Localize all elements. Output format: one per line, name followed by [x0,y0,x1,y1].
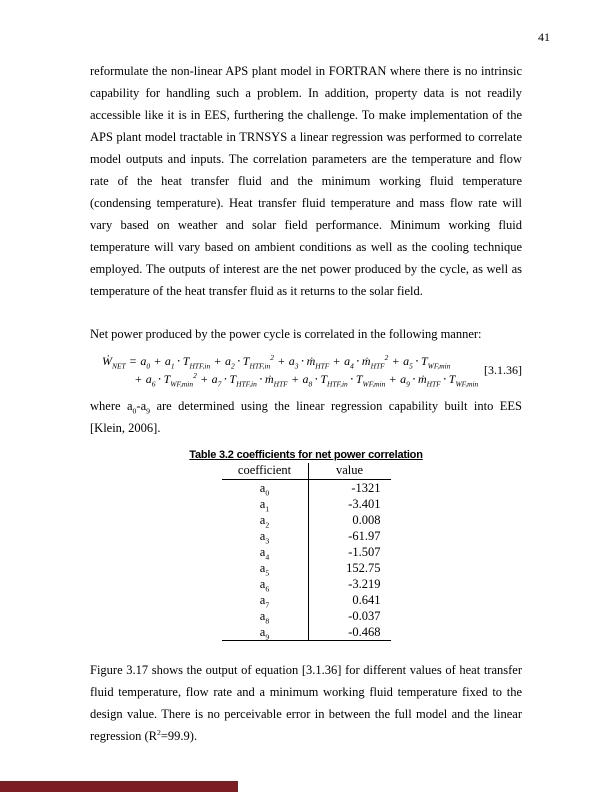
paragraph-intro: reformulate the non-linear APS plant model in FORTRAN where there is no intrinsic capability for handling such a problem. In addition, property data is not readily accessible like it is in EES, furthering the challenge. To make implementation of the APS plant model tractable in TRNSYS a linear regression was performed to correlate model outputs and inputs. The correlation parameters are the temperature and flow rate of the heat transfer fluid and the minimum working fluid temperature (condensing temperature). Heat transfer fluid temperature and mass flow rate will vary based on weather and solar field performance. Minimum working fluid temperature will vary based on ambient conditions as well as the cooling technique employed. The outputs of interest are the net power produced by the cycle, as well as temperature of the heat transfer fluid as it returns to the solar field. [90,64,522,298]
table-header [222,463,391,480]
table-row [222,592,391,608]
equation-line: + $a_6 \cdot T_{WF,min}^2 + a_7 \cdot T_{HTF,in}$ ⋅ ṁ$_{HTF}$ + $a_8 \cdot T_{HTF,in} \cdot T_{WF,min} + a_9$ ⋅ ṁ$_{HTF}$ ⋅ $T_{WF,min}$ [135,371,479,389]
table-row [222,528,391,544]
value-cell: -3.401 [348,497,381,511]
coefficient-cell: $a_7$ [222,592,309,608]
table-title: Table 3.2 coefficients for net power correlation [189,449,423,461]
value-cell: -0.037 [348,609,381,623]
coefficient-cell: $a_9$ [222,624,309,641]
value-cell: -1.507 [348,545,381,559]
table-row [222,560,391,576]
table-row [222,608,391,624]
table-row [222,512,391,528]
equation-block [102,352,522,388]
coefficient-cell: $a_4$ [222,544,309,560]
column-header-value: value [308,463,391,480]
coefficient-a0: $a_0$ [126,399,137,416]
coefficient-cell: $a_0$ [222,480,309,497]
r-squared-sup: 2 [157,727,161,737]
table-block [90,449,522,641]
table-row [222,480,391,497]
page-content [90,60,522,747]
equation-line: Ẇ$_{NET}$ = $a_0 + a_1 \cdot T_{HTF,in} + a_2 \cdot T_{HTF,in}^2 + a_3$ ⋅ ṁ$_{HTF}$ + $a_4$ ⋅ ṁ$_{HTF}^2$ + $a_5 \cdot T_{WF,min}$ [102,353,451,371]
where-text-post: are determined using the linear regression capability built into EES [Klein, 2006]. [90,399,522,435]
coefficient-cell: $a_6$ [222,576,309,592]
coefficient-table [222,463,391,641]
value-cell: -0.468 [308,624,391,641]
where-text-pre: where [90,399,127,413]
coefficient-table-body [222,480,391,641]
paragraph-where [90,395,522,439]
table-row [222,576,391,592]
coefficient-cell: $a_1$ [222,496,309,512]
column-header-coefficient: coefficient [222,463,309,480]
figure-text-pre: Figure 3.17 shows the output of equation [3.1.36] for different values of heat transfer fluid temperature, flow rate and a minimum working fluid temperature fixed to the design value. There is no perceivable error in between the full model and the linear regression (R [90,663,522,743]
coefficient-cell: $a_8$ [222,608,309,624]
value-cell: -3.219 [348,577,381,591]
coefficient-cell: $a_5$ [222,560,309,576]
table-row [222,544,391,560]
value-cell: 152.75 [346,561,381,575]
where-dash: - [136,399,141,413]
value-cell: 0.641 [352,593,381,607]
footer-bar [0,781,238,792]
page-number: 41 [538,30,550,44]
table-row [222,496,391,512]
value-cell: -1321 [351,481,381,495]
table-row [222,624,391,641]
equation-lines [102,352,478,388]
coefficient-a9: $a_9$ [140,399,151,416]
figure-text-post: =99.9). [160,729,198,743]
value-cell: -61.97 [348,529,381,543]
paragraph-figure [90,659,522,747]
equation-number: [3.1.36] [484,362,522,377]
coefficient-cell: $a_2$ [222,512,309,528]
coefficient-cell: $a_3$ [222,528,309,544]
value-cell: 0.008 [352,513,381,527]
paragraph-net-power: Net power produced by the power cycle is correlated in the following manner: [90,327,482,341]
